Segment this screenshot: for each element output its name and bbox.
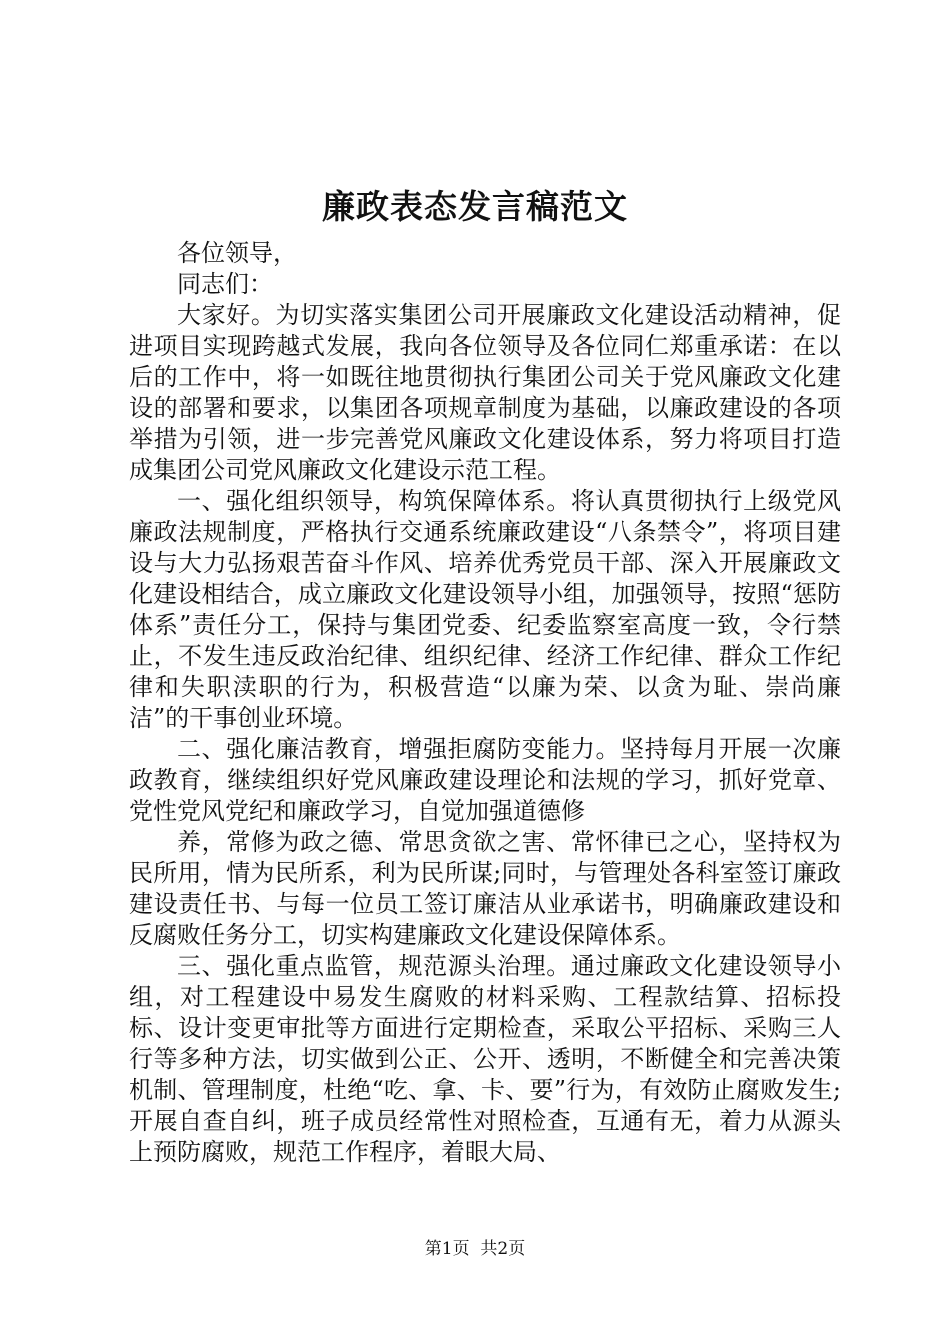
- paragraph-section-two: 二、强化廉洁教育，增强拒腐防变能力。坚持每月开展一次廉政教育，继续组织好党风廉政建设理论和法规的学习，抓好党章、党性党风党纪和廉政学习，自觉加强道德修: [129, 735, 841, 825]
- paragraph-section-three: 三、强化重点监管，规范源头治理。通过廉政文化建设领导小组，对工程建设中易发生腐败的材料采购、工程款结算、招标投标、设计变更审批等方面进行定期检查，采取公平招标、采购三人行等多种方法，切实做到公正、公开、透明，不断健全和完善决策机制、管理制度，杜绝“吃、拿、卡、要”行为，有效防止腐败发生;开展自查自纠，班子成员经常性对照检查，互通有无，着力从源头上预防腐败，规范工作程序，着眼大局、: [129, 952, 841, 1166]
- greeting-comrades: 同志们：: [177, 270, 273, 298]
- document-body: [129, 238, 841, 1168]
- paragraph-section-one: 一、强化组织领导，构筑保障体系。将认真贯彻执行上级党风廉政法规制度，严格执行交通系统廉政建设“八条禁令”，将项目建设与大力弘扬艰苦奋斗作风、培养优秀党员干部、深入开展廉政文化建设相结合，成立廉政文化建设领导小组，加强领导，按照“惩防体系”责任分工，保持与集团党委、纪委监察室高度一致，令行禁止，不发生违反政治纪律、组织纪律、经济工作纪律、群众工作纪律和失职渎职的行为，积极营造“以廉为荣、以贪为耻、崇尚廉洁”的干事创业环境。: [129, 487, 841, 732]
- paragraph-section-two-continued: 养，常修为政之德、常思贪欲之害、常怀律已之心，坚持权为民所用，情为民所系，利为民所谋;同时，与管理处各科室签订廉政建设责任书、与每一位员工签订廉洁从业承诺书，明确廉政建设和反腐败任务分工，切实构建廉政文化建设保障体系。: [129, 828, 841, 949]
- greeting-leaders: 各位领导，: [177, 239, 297, 267]
- document-title: 廉政表态发言稿范文: [322, 187, 628, 226]
- page-number-footer: 第1页 共2页: [424, 1239, 526, 1259]
- paragraph-intro: 大家好。为切实落实集团公司开展廉政文化建设活动精神，促进项目实现跨越式发展，我向各位领导及各位同仁郑重承诺：在以后的工作中，将一如既往地贯彻执行集团公司关于党风廉政文化建设的部署和要求，以集团各项规章制度为基础，以廉政建设的各项举措为引领，进一步完善党风廉政文化建设体系，努力将项目打造成集团公司党风廉政文化建设示范工程。: [129, 301, 841, 484]
